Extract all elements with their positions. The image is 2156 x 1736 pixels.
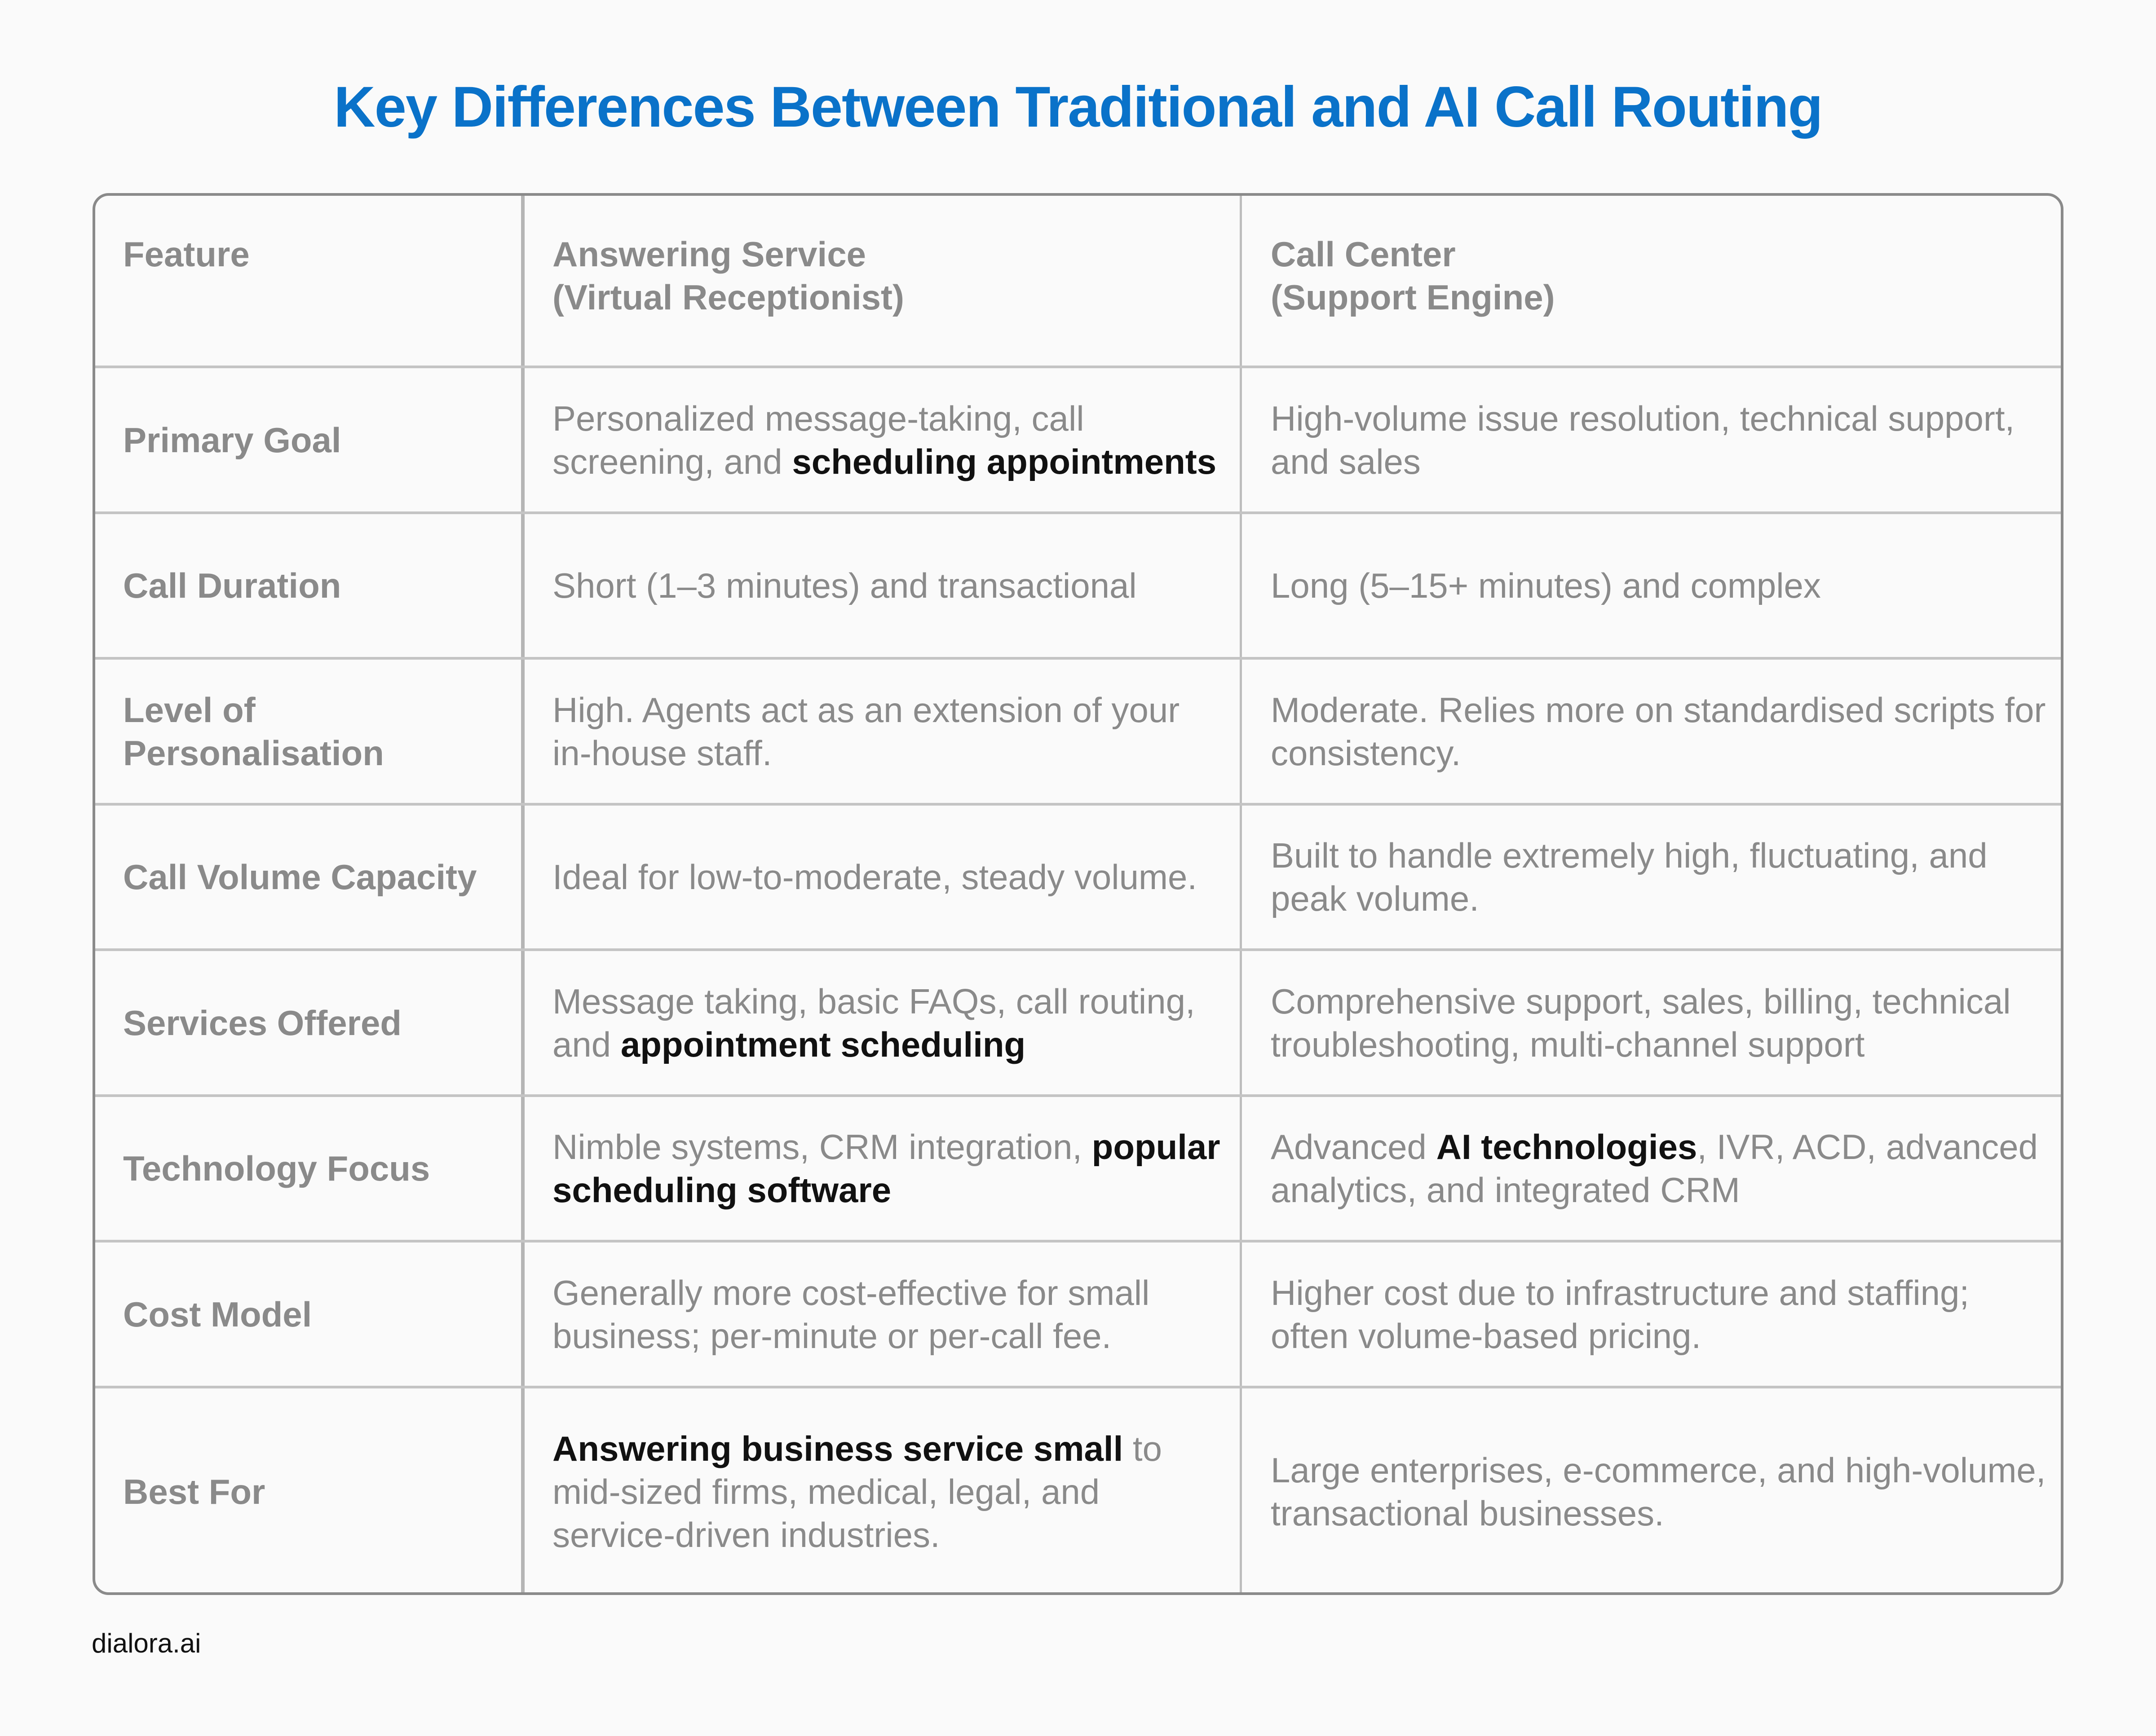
- cell-text-segment: Higher cost due to infrastructure and staffing; often volume-based pricing.: [1271, 1273, 1970, 1356]
- page-title: Key Differences Between Traditional and AI Call Routing: [334, 75, 1822, 139]
- cell-text: [552, 855, 1197, 899]
- cell-text: [552, 1125, 1226, 1212]
- cell-text-segment: Comprehensive support, sales, billing, technical troubleshooting, multi-channel support: [1271, 981, 2011, 1064]
- cell-text-segment: Personalized message-taking, call screening, and: [552, 398, 1084, 481]
- cell-text-segment: Nimble systems, CRM integration,: [552, 1127, 1092, 1167]
- cell-text: [1271, 1125, 2052, 1212]
- cell-text-segment: Long (5–15+ minutes) and complex: [1271, 566, 1821, 605]
- header-callcenter-line1: Call Center: [1271, 234, 1456, 274]
- cell-text: Cost Model: [123, 1294, 312, 1334]
- cell-text: [552, 1427, 1226, 1556]
- answering-service-cell: [552, 368, 1226, 511]
- emphasized-text: scheduling appointments: [792, 441, 1217, 481]
- cell-text: Best For: [123, 1472, 265, 1511]
- answering-service-cell: [552, 806, 1226, 948]
- cell-text-segment: High-volume issue resolution, technical support, and sales: [1271, 398, 2015, 481]
- cell-text-segment: Large enterprises, e-commerce, and high-volume, transactional businesses.: [1271, 1450, 2046, 1533]
- emphasized-text: Answering business service small: [552, 1429, 1123, 1468]
- header-call-center: [1271, 196, 2052, 366]
- feature-cell: [123, 1388, 514, 1595]
- cell-text: [552, 688, 1226, 775]
- feature-cell: [123, 1097, 514, 1240]
- feature-cell: [123, 368, 514, 511]
- cell-text-segment: to mid-sized firms, medical, legal, and service-driven industries.: [552, 1429, 1162, 1555]
- call-center-cell: [1271, 368, 2052, 511]
- feature-cell: [123, 514, 514, 657]
- cell-text: [552, 397, 1226, 483]
- call-center-cell: [1271, 806, 2052, 948]
- cell-text-segment: Short (1–3 minutes) and transactional: [552, 566, 1137, 605]
- cell-text-segment: Generally more cost-effective for small business; per-minute or per-call fee.: [552, 1273, 1150, 1356]
- cell-text-segment: Built to handle extremely high, fluctuating, and peak volume.: [1271, 836, 1988, 918]
- cell-text: [552, 980, 1226, 1066]
- cell-text: [552, 564, 1137, 607]
- answering-service-cell: [552, 951, 1226, 1094]
- brand-footer: dialora.ai: [92, 1628, 201, 1658]
- answering-service-cell: [552, 660, 1226, 803]
- header-answering-line2: (Virtual Receptionist): [552, 278, 905, 317]
- feature-cell: [123, 660, 514, 803]
- cell-text-segment: Message taking, basic FAQs, call routing, and: [552, 981, 1195, 1064]
- cell-text: [1271, 688, 2052, 775]
- column-divider: [521, 196, 525, 1592]
- call-center-cell: [1271, 1243, 2052, 1386]
- header-feature: [123, 196, 518, 366]
- cell-text: [552, 1271, 1226, 1357]
- feature-cell: [123, 951, 514, 1094]
- call-center-cell: [1271, 1388, 2052, 1595]
- column-divider: [1240, 196, 1242, 1592]
- cell-text: Technology Focus: [123, 1149, 430, 1188]
- cell-text: Primary Goal: [123, 420, 341, 460]
- cell-text: [1271, 1449, 2052, 1535]
- call-center-cell: [1271, 514, 2052, 657]
- answering-service-cell: [552, 1243, 1226, 1386]
- header-answering-service: [552, 196, 1226, 366]
- header-feature-label: Feature: [123, 234, 250, 274]
- cell-text: Level of Personalisation: [123, 690, 384, 773]
- cell-text: [1271, 1271, 2052, 1357]
- cell-text: [1271, 980, 2052, 1066]
- emphasized-text: popular scheduling software: [552, 1127, 1220, 1210]
- feature-cell: [123, 806, 514, 948]
- cell-text-segment: Ideal for low-to-moderate, steady volume.: [552, 857, 1197, 897]
- cell-text: Call Duration: [123, 566, 341, 605]
- cell-text: [1271, 397, 2052, 483]
- cell-text: Call Volume Capacity: [123, 857, 477, 897]
- emphasized-text: appointment scheduling: [620, 1024, 1026, 1064]
- call-center-cell: [1271, 1097, 2052, 1240]
- call-center-cell: [1271, 660, 2052, 803]
- comparison-table: [93, 193, 2063, 1595]
- cell-text: Services Offered: [123, 1003, 402, 1043]
- cell-text: [1271, 564, 1821, 607]
- cell-text: [1271, 834, 2052, 920]
- answering-service-cell: [552, 1097, 1226, 1240]
- call-center-cell: [1271, 951, 2052, 1094]
- cell-text-segment: , IVR, ACD, advanced analytics, and integrated CRM: [1271, 1127, 2038, 1210]
- answering-service-cell: [552, 1388, 1226, 1595]
- header-answering-line1: Answering Service: [552, 234, 866, 274]
- emphasized-text: AI technologies: [1436, 1127, 1697, 1167]
- answering-service-cell: [552, 514, 1226, 657]
- cell-text-segment: Advanced: [1271, 1127, 1436, 1167]
- header-callcenter-line2: (Support Engine): [1271, 278, 1555, 317]
- feature-cell: [123, 1243, 514, 1386]
- cell-text-segment: Moderate. Relies more on standardised scripts for consistency.: [1271, 690, 2046, 773]
- cell-text-segment: High. Agents act as an extension of your in-house staff.: [552, 690, 1180, 773]
